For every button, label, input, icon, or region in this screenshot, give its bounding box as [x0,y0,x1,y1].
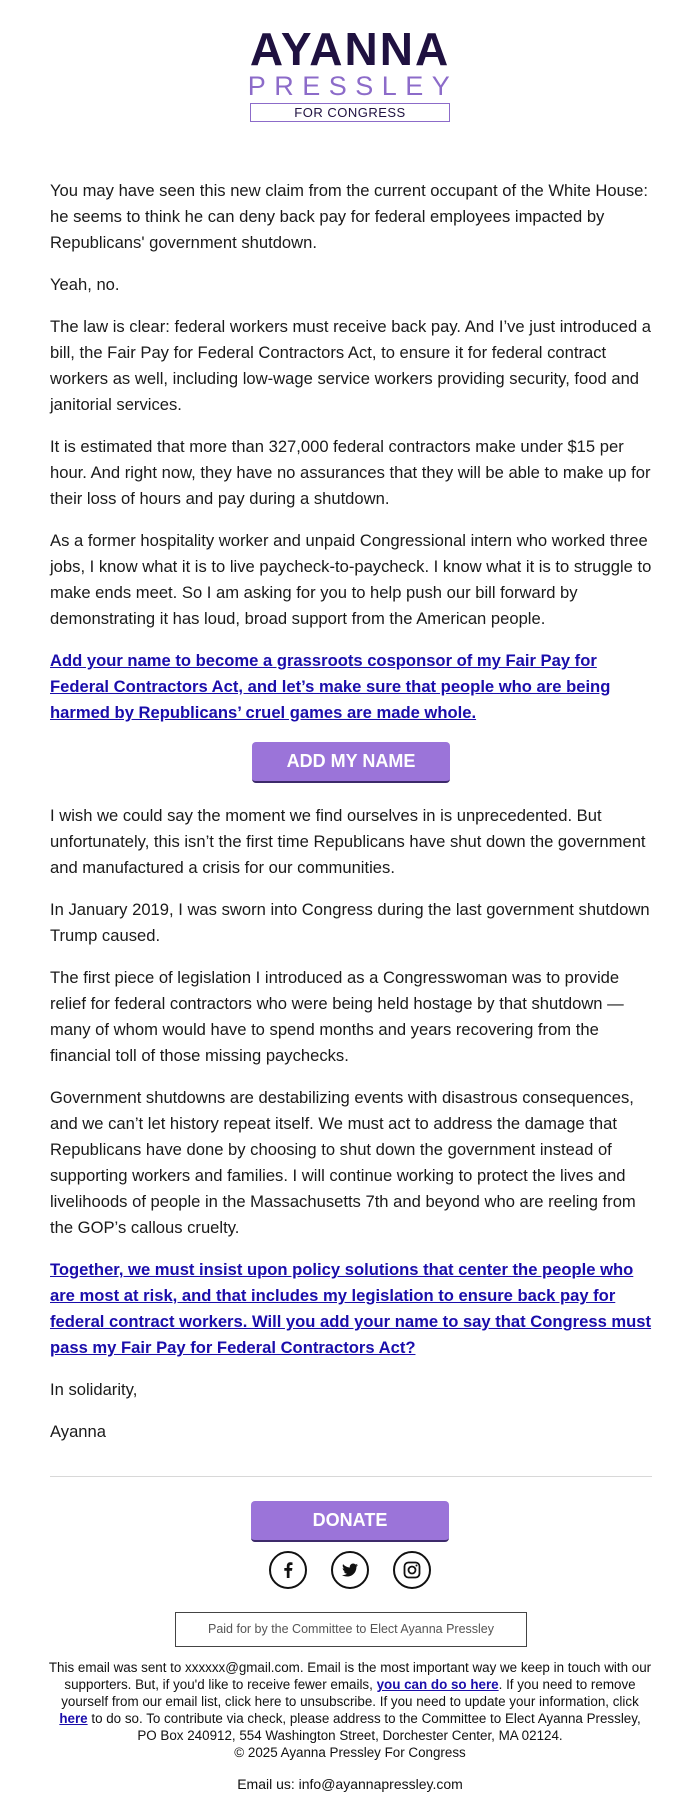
instagram-icon[interactable] [393,1551,431,1589]
logo-surname: PRESSLEY [247,71,459,101]
footer-notice [48,1659,652,1744]
twitter-icon[interactable] [331,1551,369,1589]
paragraph: The law is clear: federal workers must receive back pay. And I’ve just introduced a bill, the Fair Pay for Federal Contractors Act, to ensure it for federal contract workers as well, including low-wage service workers providing security, food and janitorial services. [50,317,652,414]
cosponsor-link[interactable]: Add your name to become a grassroots cosponsor of my Fair Pay for Federal Contractors Act, and let’s make sure that people who are being harmed by Republicans’ cruel games are made whole. [50,651,611,722]
footer-text: . If you need to remove yourself from our email list, click here to unsubscribe. If you need to update your information, click [61,1677,639,1709]
donate-button[interactable]: DONATE [251,1501,449,1542]
email-page [0,23,700,1815]
add-name-wrap [50,742,652,783]
footer-text: to do so. To contribute via check, please address to the Committee to Elect Ayanna Pressley, PO Box 240912, 554 Washington Street, Dorchester Center, MA 02124. [87,1711,641,1743]
paragraph: Government shutdowns are destabilizing events with disastrous consequences, and we can’t let history repeat itself. We must act to address the damage that Republicans have done by choosing to shut down the government instead of supporting workers and families. I will continue working to protect the lives and livelihoods of people in the Massachusetts 7th and beyond who are reeling from the GOP’s callous cruelty. [50,1088,636,1237]
paragraph: I wish we could say the moment we find ourselves in is unprecedented. But unfortunately, this isn’t the first time Republicans have shut down the government and manufactured a crisis for our communities. [50,806,646,877]
cta-paragraph [50,1257,652,1361]
signoff: In solidarity, [50,1380,138,1399]
logo-tagline: FOR CONGRESS [250,103,450,122]
footer-text: This email was sent to xxxxxx@gmail.com. Email is the most important way we keep in touch with our supporters. But, if you'd like to receive fewer emails, [48,1660,652,1692]
paragraph: The first piece of legislation I introduced as a Congresswoman was to provide relief for federal contractors who were being held hostage by that shutdown — many of whom would have to spend months and years recovering from the financial toll of those missing paychecks. [50,968,624,1065]
divider [50,1476,652,1477]
donate-wrap [0,1501,700,1542]
footer [48,1659,652,1793]
facebook-icon[interactable] [269,1551,307,1589]
contact-email: Email us: info@ayannapressley.com [237,1776,463,1792]
paragraph: Yeah, no. [50,275,120,294]
campaign-logo[interactable] [240,23,460,122]
paid-for-disclaimer: Paid for by the Committee to Elect Ayanna Pressley [175,1612,527,1647]
signature: Ayanna [50,1422,106,1441]
paragraph: It is estimated that more than 327,000 federal contractors make under $15 per hour. And right now, they have no assurances that they will be able to make up for their loss of hours and pay during a shutdown. [50,437,651,508]
paragraph: You may have seen this new claim from the current occupant of the White House: he seems to think he can deny back pay for federal employees impacted by Republicans' government shutdown. [50,181,648,252]
add-name-link[interactable]: Together, we must insist upon policy solutions that center the people who are most at risk, and that includes my legislation to ensure back pay for federal contract workers. Will you add your name to say that Congress must pass my Fair Pay for Federal Contractors Act? [50,1260,652,1357]
paragraph: As a former hospitality worker and unpaid Congressional intern who worked three jobs, I know what it is to live paycheck-to-paycheck. I know what it is to struggle to make ends meet. So I am asking for you to help push our bill forward by demonstrating it has loud, broad support from the American people. [50,531,652,628]
add-my-name-button[interactable]: ADD MY NAME [252,742,450,783]
copyright: © 2025 Ayanna Pressley For Congress [234,1745,466,1760]
cta-paragraph [50,648,652,726]
social-links [0,1551,700,1589]
update-info-link[interactable]: here [59,1711,88,1726]
paragraph: In January 2019, I was sworn into Congress during the last government shutdown Trump caused. [50,900,650,945]
fewer-emails-link[interactable]: you can do so here [376,1677,499,1692]
logo-name: AYANNA [249,23,451,75]
email-body [50,178,652,1461]
